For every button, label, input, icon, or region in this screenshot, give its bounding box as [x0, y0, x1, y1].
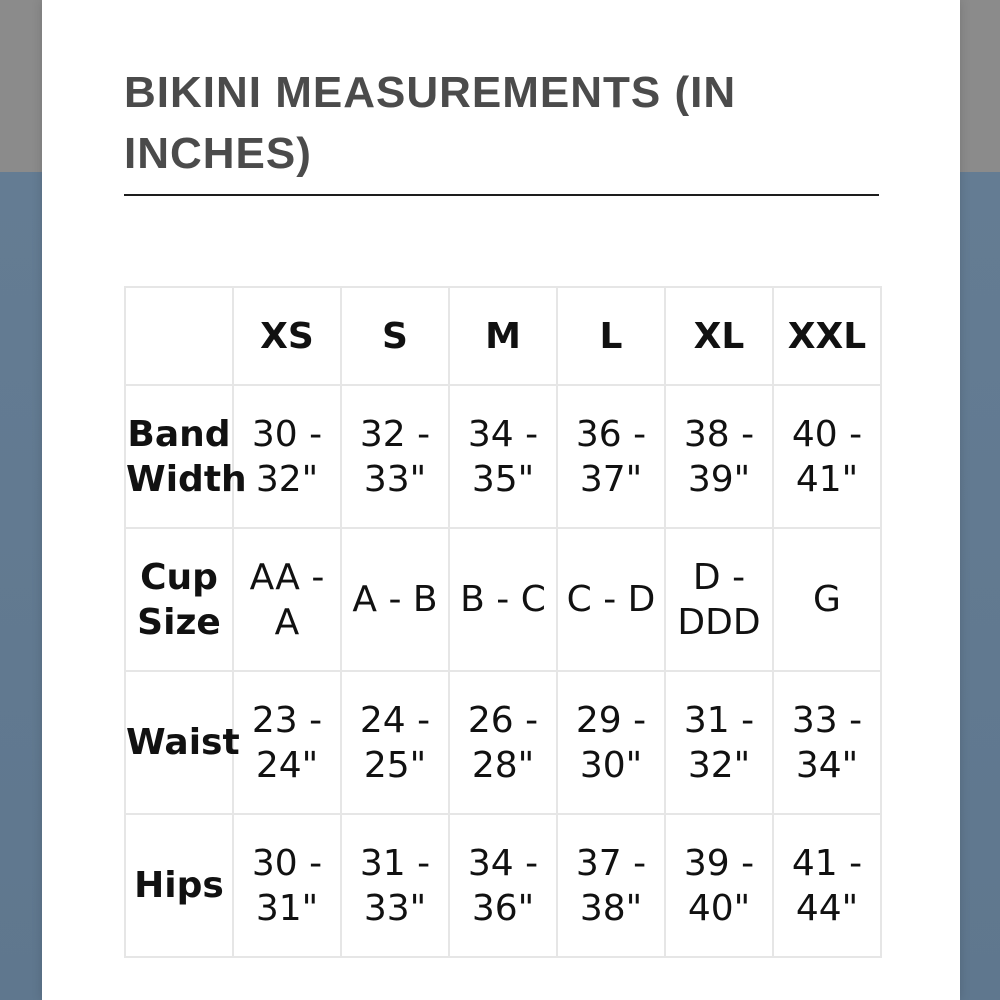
hips-xl: 39 - 40": [665, 814, 773, 957]
modal-title: BIKINI MEASUREMENTS (IN INCHES): [124, 68, 737, 178]
background-right-edge: [960, 0, 1000, 1000]
title-divider: [124, 194, 879, 196]
table-row-cup-size: [125, 528, 881, 671]
band-width-m: 34 - 35": [449, 385, 557, 528]
cup-size-xxl: G: [773, 528, 881, 671]
size-chart-table: [124, 286, 882, 958]
row-label-hips: Hips: [125, 814, 233, 957]
cup-size-s: A - B: [341, 528, 449, 671]
table-row-waist: [125, 671, 881, 814]
header-size-m: M: [449, 287, 557, 385]
table-row-hips: [125, 814, 881, 957]
hips-xs: 30 - 31": [233, 814, 341, 957]
table-header-row: [125, 287, 881, 385]
waist-s: 24 - 25": [341, 671, 449, 814]
header-size-s: S: [341, 287, 449, 385]
table-row-band-width: [125, 385, 881, 528]
band-width-l: 36 - 37": [557, 385, 665, 528]
hips-m: 34 - 36": [449, 814, 557, 957]
header-empty-cell: [125, 287, 233, 385]
header-size-l: L: [557, 287, 665, 385]
waist-xl: 31 - 32": [665, 671, 773, 814]
hips-l: 37 - 38": [557, 814, 665, 957]
band-width-xxl: 40 - 41": [773, 385, 881, 528]
waist-xs: 23 - 24": [233, 671, 341, 814]
waist-m: 26 - 28": [449, 671, 557, 814]
header-size-xxl: XXL: [773, 287, 881, 385]
row-label-band-width: Band Width: [125, 385, 233, 528]
row-label-waist: Waist: [125, 671, 233, 814]
cup-size-xs: AA - A: [233, 528, 341, 671]
header-size-xs: XS: [233, 287, 341, 385]
cup-size-l: C - D: [557, 528, 665, 671]
band-width-xs: 30 - 32": [233, 385, 341, 528]
hips-xxl: 41 - 44": [773, 814, 881, 957]
band-width-s: 32 - 33": [341, 385, 449, 528]
waist-xxl: 33 - 34": [773, 671, 881, 814]
cup-size-xl: D - DDD: [665, 528, 773, 671]
waist-l: 29 - 30": [557, 671, 665, 814]
hips-s: 31 - 33": [341, 814, 449, 957]
cup-size-m: B - C: [449, 528, 557, 671]
band-width-xl: 38 - 39": [665, 385, 773, 528]
background-left-edge: [0, 0, 42, 1000]
header-size-xl: XL: [665, 287, 773, 385]
row-label-cup-size: Cup Size: [125, 528, 233, 671]
size-chart-modal: [42, 0, 960, 1000]
